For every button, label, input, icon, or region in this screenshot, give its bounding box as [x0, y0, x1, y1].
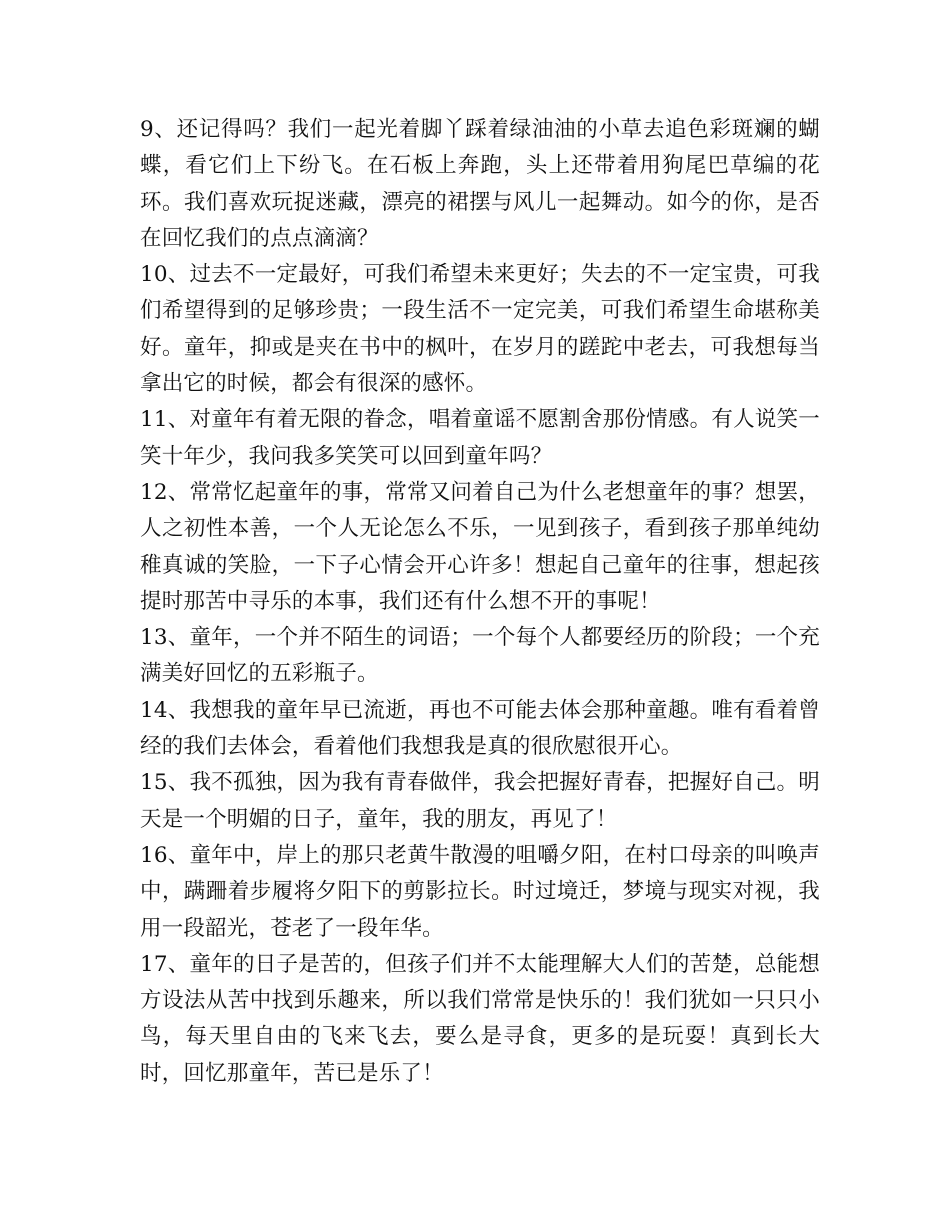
paragraph-14: 14、我想我的童年早已流逝，再也不可能去体会那种童趣。唯有看着曾经的我们去体会，看着他们我想我是真的很欣慰很开心。 [140, 697, 820, 760]
paragraph-11: 11、对童年有着无限的眷念，唱着童谣不愿割舍那份情感。有人说笑一笑十年少，我问我多笑笑可以回到童年吗？ [140, 407, 820, 469]
paragraph-12: 12、常常忆起童年的事，常常又问着自己为什么老想童年的事？想罢，人之初性本善，一个人无论怎么不乐，一见到孩子，看到孩子那单纯幼稚真诚的笑脸，一下子心情会开心许多！想起自己童年的往事，想起孩提时那苦中寻乐的本事，我们还有什么想不开的事呢！ [140, 479, 820, 614]
paragraph-13: 13、童年，一个并不陌生的词语；一个每个人都要经历的阶段；一个充满美好回忆的五彩瓶子。 [140, 625, 820, 687]
paragraph-15: 15、我不孤独，因为我有青春做伴，我会把握好青春，把握好自己。明天是一个明媚的日子，童年，我的朋友，再见了！ [140, 770, 820, 832]
paragraph-9: 9、还记得吗？我们一起光着脚丫踩着绿油油的小草去追色彩斑斓的蝴蝶，看它们上下纷飞。在石板上奔跑，头上还带着用狗尾巴草编的花环。我们喜欢玩捉迷藏，漂亮的裙摆与风儿一起舞动。如今的你，是否在回忆我们的点点滴滴？ [140, 117, 820, 251]
paragraph-17: 17、童年的日子是苦的，但孩子们并不太能理解大人们的苦楚，总能想方设法从苦中找到乐趣来，所以我们常常是快乐的！我们犹如一只只小鸟，每天里自由的飞来飞去，要么是寻食，更多的是玩耍！真到长大时，回忆那童年，苦已是乐了！ [140, 951, 820, 1086]
document-body [140, 112, 820, 1092]
paragraph-10: 10、过去不一定最好，可我们希望未来更好；失去的不一定宝贵，可我们希望得到的足够珍贵；一段生活不一定完美，可我们希望生命堪称美好。童年，抑或是夹在书中的枫叶，在岁月的蹉跎中老去，可我想每当拿出它的时候，都会有很深的感怀。 [140, 262, 820, 397]
paragraph-16: 16、童年中，岸上的那只老黄牛散漫的咀嚼夕阳，在村口母亲的叫唤声中，蹒跚着步履将夕阳下的剪影拉长。时过境迁，梦境与现实对视，我用一段韶光，苍老了一段年华。 [140, 842, 820, 941]
